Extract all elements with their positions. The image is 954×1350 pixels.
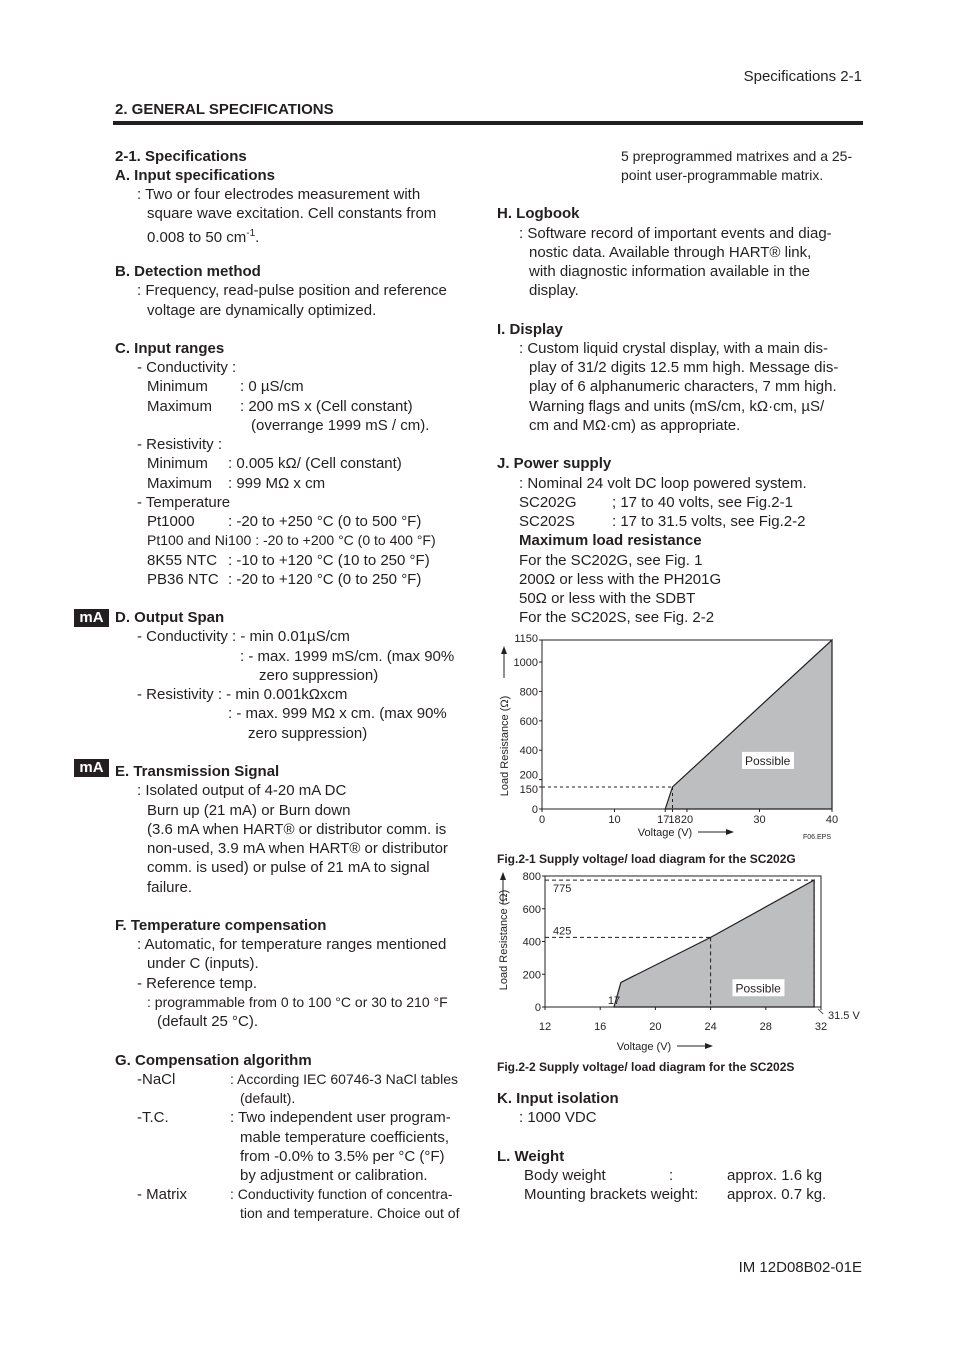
y-tick-label: 800 [522,871,541,883]
text-line: Pt100 and Ni100 : -20 to +200 °C (0 to 400 °F) [147,532,436,548]
y-tick-label: 400 [522,936,541,949]
y-tick-label: 150 [519,783,538,796]
separator: : [669,1167,674,1184]
value: mable temperature coefficients, [240,1129,449,1146]
value: : 0 µS/cm [240,378,304,395]
possible-label: Possible [745,753,791,768]
subheading-max-load-resistance: Maximum load resistance [519,532,702,549]
annotation-775: 775 [553,883,572,896]
text-line: 0.008 to 50 $cm^{-1}$. [147,228,260,246]
y-tick-label: 600 [519,715,538,728]
text-line: : Two or four electrodes measurement with [137,186,421,203]
text-line: Burn up (21 mA) or Burn down [147,802,351,819]
heading-display: I. Display [497,321,563,338]
text-line: - Resistivity : [137,436,223,453]
section-title: 2. GENERAL SPECIFICATIONS [115,101,334,118]
text-line: (overrange 1999 mS / cm). [251,417,430,434]
value: : 200 mS x (Cell constant) [240,398,413,415]
x-tick-label: 16 [594,1021,607,1033]
x-axis-label: Voltage (V) [616,1041,672,1053]
text-line: display. [529,282,579,299]
x-tick-label: 10 [608,814,621,826]
y-axis-arrowhead [501,646,507,654]
heading-logbook: H. Logbook [497,205,580,222]
text-line: (default 25 °C). [157,1013,259,1030]
heading-compensation-algorithm: G. Compensation algorithm [115,1052,312,1069]
text-line: - Conductivity : - min 0.01µS/cm [137,628,350,645]
heading-output-span: D. Output Span [115,609,225,626]
value: approx. 1.6 kg [727,1167,823,1184]
text-line: play of 6 alphanumeric characters, 7 mm high. [529,378,837,395]
label: Minimum [147,455,208,472]
text-line: 200Ω or less with the PH201G [519,571,722,588]
x-axis-arrowhead [705,1043,713,1049]
text-line: - Temperature [137,494,231,511]
heading-weight: L. Weight [497,1148,565,1165]
text-line: - Resistivity : - min 0.001kΩxcm [137,686,348,703]
text-line: with diagnostic information available in the [529,263,810,280]
value: from -0.0% to 3.5% per °C (°F) [240,1148,445,1165]
value: by adjustment or calibration. [240,1167,428,1184]
text-line: - Reference temp. [137,975,258,992]
y-tick-label: 800 [519,686,538,699]
text-line: : programmable from 0 to 100 °C or 30 to 210 °F [147,994,448,1010]
heading-input-isolation: K. Input isolation [497,1090,619,1107]
heading-power-supply: J. Power supply [497,455,612,472]
text-line: : Software record of important events and diag- [519,225,832,242]
text-line: : Automatic, for temperature ranges mentioned [137,936,447,953]
x-tick-label: 24 [704,1021,717,1033]
document-id: IM 12D08B02-01E [738,1259,862,1276]
text-line: : - max. 999 MΩ x cm. (max 90% [228,705,447,722]
y-tick-label: 600 [522,903,541,916]
fig-2-1-chart [490,628,860,848]
value: : Conductivity function of concentra- [230,1186,453,1202]
text-line: square wave excitation. Cell constants from [147,205,437,222]
text-line: (3.6 mA when HART® or distributor comm. is [147,821,447,838]
value: : 999 MΩ x cm [228,475,326,492]
value: (default). [240,1090,296,1106]
text-line: : Isolated output of 4-20 mA DC [137,782,347,799]
text-line: voltage are dynamically optimized. [147,302,377,319]
text-line: For the SC202S, see Fig. 2-2 [519,609,715,626]
text-line: cm and MΩ·cm) as appropriate. [529,417,741,434]
value: : 17 to 31.5 volts, see Fig.2-2 [612,513,806,530]
x-tick-label: 32 [814,1021,828,1033]
label: SC202G [519,494,577,511]
subsection-title: 2-1. Specifications [115,148,247,165]
label: Minimum [147,378,208,395]
annotation-31-5v: 31.5 V [828,1010,860,1022]
x-tick-label: 20 [649,1021,662,1033]
text-line: non-used, 3.9 mA when HART® or distributor [147,840,448,857]
text-line: : Nominal 24 volt DC loop powered system. [519,475,807,492]
text-line: For the SC202G, see Fig. 1 [519,552,703,569]
possible-label: Possible [735,981,781,996]
value: : Two independent user program- [230,1109,451,1126]
label: -NaCl [137,1071,176,1088]
label: Maximum [147,475,213,492]
fig-2-2-chart [490,868,870,1058]
label: PB36 NTC [147,571,219,588]
value: ; 17 to 40 volts, see Fig.2-1 [612,494,793,511]
text-line: nostic data. Available through HART® link, [529,244,812,261]
text-line: comm. is used) or pulse of 21 mA to signal [147,859,430,876]
text-line: - Conductivity : [137,359,237,376]
x-tick-label: 20 [680,814,694,826]
y-tick-label: 1150 [514,633,538,645]
x-tick-label: 0 [538,814,546,826]
ma-badge: mA [74,759,109,777]
y-axis-label: Load Resistance (Ω) [498,889,510,991]
x-tick-label: 18 [668,814,681,826]
value: approx. 0.7 kg. [727,1186,827,1203]
text-line: play of 31/2 digits 12.5 mm high. Message dis- [529,359,839,376]
y-tick-label: 200 [519,769,538,782]
annotation-425: 425 [553,925,572,938]
y-tick-label: 0 [534,1002,541,1014]
fig-2-1-caption: Fig.2-1 Supply voltage/ load diagram for the SC202G [497,852,796,866]
value: : -20 to +250 °C (0 to 500 °F) [228,513,422,530]
heading-detection-method: B. Detection method [115,263,261,280]
text-line: : Frequency, read-pulse position and reference [137,282,447,299]
y-tick-label: 200 [522,969,541,982]
y-axis-arrowhead [500,872,506,880]
text-line: : 1000 VDC [519,1109,597,1126]
text-line: Warning flags and units (mS/cm, kΩ·cm, µS/ [529,398,825,415]
label: -T.C. [137,1109,169,1126]
heading-input-specifications: A. Input specifications [115,167,276,184]
value: tion and temperature. Choice out of [240,1205,460,1221]
ma-badge: mA [74,609,109,627]
text-line: failure. [147,879,193,896]
value: : According IEC 60746-3 NaCl tables [230,1071,459,1087]
header-rule [113,121,863,125]
y-tick-label: 400 [519,745,538,758]
label: - Matrix [137,1186,187,1203]
text-line: point user-programmable matrix. [621,167,824,183]
heading-transmission-signal: E. Transmission Signal [115,763,280,780]
value: : -20 to +120 °C (0 to 250 °F) [228,571,422,588]
text-line: 50Ω or less with the SDBT [519,590,696,607]
text-line: zero suppression) [248,725,368,742]
x-tick-label: 17 [657,814,670,826]
page-label: Specifications 2-1 [743,68,862,85]
label: Body weight [524,1167,606,1184]
fig-2-2-caption: Fig.2-2 Supply voltage/ load diagram for the SC202S [497,1060,795,1074]
x-tick-label: 12 [538,1021,552,1033]
label: SC202S [519,513,575,530]
file-tag: F06.EPS [802,834,831,841]
y-axis-label: Load Resistance (Ω) [499,695,511,797]
label: Mounting brackets weight: [524,1186,699,1203]
y-tick-label: 0 [531,804,538,816]
value: : 0.005 kΩ/ (Cell constant) [228,455,402,472]
possible-area [665,640,832,809]
y-tick-label: 1000 [513,657,538,670]
x-axis-arrowhead [726,829,734,835]
text-line: 5 preprogrammed matrixes and a 25- [621,148,853,164]
text-line: zero suppression) [259,667,379,684]
x-tick-label: 28 [759,1021,772,1033]
label: Pt1000 [147,513,195,530]
text-line: : Custom liquid crystal display, with a main dis- [519,340,828,357]
label: Maximum [147,398,213,415]
x-tick-label: 30 [753,814,766,826]
text-line: : - max. 1999 mS/cm. (max 90% [240,648,455,665]
annotation-17v: 17 [607,995,621,1007]
x-tick-label: 40 [825,814,839,826]
x-axis-label: Voltage (V) [637,827,693,839]
text-line: under C (inputs). [147,955,259,972]
heading-temperature-compensation: F. Temperature compensation [115,917,327,934]
heading-input-ranges: C. Input ranges [115,340,225,357]
value: : -10 to +120 °C (10 to 250 °F) [228,552,430,569]
label: 8K55 NTC [147,552,218,569]
